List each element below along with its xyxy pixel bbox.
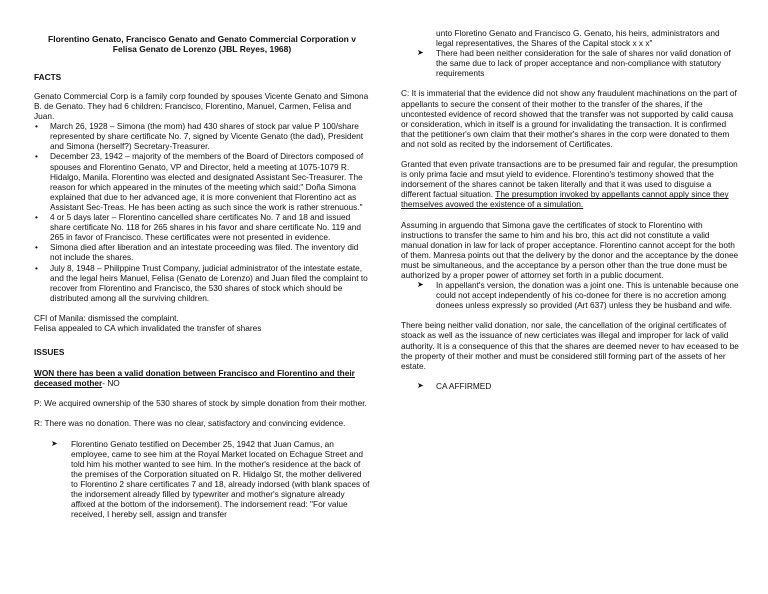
facts-bullet-text: 4 or 5 days later – Florentino cancelled share certificates No. 7 and 18 and issued share certificate No. 118 for 265 shares in his favor and share certificate No. 119 and 265 in favor of Francisco. These certificates were not presented in evidence. bbox=[50, 212, 361, 243]
issue-answer: - NO bbox=[102, 378, 120, 389]
ca-affirmed: CA AFFIRMED bbox=[436, 380, 492, 391]
joint-donation-item bbox=[401, 280, 739, 310]
appeal-line: Felisa appealed to CA which invalidated the transfer of shares bbox=[34, 322, 262, 333]
case-title bbox=[34, 34, 370, 55]
no-consideration-text: There had been neither consideration for the sale of shares nor valid donation of the same due to lack of proper acceptance and non-compliance with statutory requirements bbox=[436, 48, 731, 79]
bullet-marker: • bbox=[35, 121, 38, 132]
arrow-bullet-icon: ➤ bbox=[417, 280, 424, 290]
facts-bullet-text: December 23, 1942 – majority of the members of the Board of Directors composed of spouses and Florentino Genato, VP and Director, held a meeting at 1075-1079 R. Hidalgo, Manila. Florentino was elected and designated Assistant Sec-Treasurer. The reason for which appeared in the minutes of the meeting which said:" Doña Simona explained that due to her advanced age, it is more convenient that Florentino act as Assistant Sec-Treas. He has been acting as such since the work is rather strenuous." bbox=[50, 151, 364, 212]
bullet-marker: • bbox=[35, 262, 38, 273]
case-title-line2: Felisa Genato de Lorenzo (JBL Reyes, 1968) bbox=[112, 44, 292, 55]
case-title-line1: Florentino Genato, Francisco Genato and Genato Commercial Corporation v bbox=[48, 34, 356, 44]
issue-question: WON there has been a valid donation between Francisco and Florentino and their deceased mother bbox=[34, 368, 355, 389]
presumption-underlined: The presumption invoked by appellants cannot apply since they themselves avowed the existence of a simulation. bbox=[401, 189, 729, 210]
ruling-text: R: There was no donation. There was no clear, satisfactory and convincing evidence. bbox=[34, 418, 346, 429]
presumption-text: Granted that even private transactions are to be presumed fair and regular, the presumption is only prima facie and msut yield to evidence. Florentino's testimony showed that the indorsement of the shares cannot be taken literally and that it was used to disguise a different factual situation. bbox=[401, 159, 738, 200]
bullet-marker: • bbox=[35, 151, 38, 162]
bullet-marker: • bbox=[35, 212, 38, 223]
facts-heading: FACTS bbox=[34, 71, 62, 82]
joint-donation-text: In appellant's version, the donation was a joint one. This is untenable because one could not accept independently of his co-donee for there is no accretion among donees unless expressly so provided (Art 637) unless they be husband and wife. bbox=[436, 280, 739, 311]
facts-bullet-text: March 26, 1928 – Simona (the mom) had 430 shares of stock par value P 100/share represented by share certificate No. 7, signed by Vicente Genato (the dad), President and Simona (herself?) Secretary-Treasurer. bbox=[50, 121, 364, 152]
issue-statement bbox=[34, 368, 370, 388]
facts-bullet-text: Simona died after liberation and an intestate proceeding was filed. The inventory did not include the shares. bbox=[50, 242, 359, 263]
facts-bullet-item bbox=[34, 263, 370, 303]
final-paragraph: There being neither valid donation, nor sale, the cancellation of the original certificates of stoack as well as the issuance of new certiciates was illegal and improper for lack of valid authority. It is a consequence of this that the shares are deemed never to hav eceased to be the property of their mother and must be considered still forming part of the assets of her estate. bbox=[401, 320, 739, 371]
version-arrow-list bbox=[401, 280, 739, 310]
indorsement-continuation: unto Floretino Genato and Francisco G. Genato, his heirs, administrators and legal representatives, the Shares of the Capital stock x x x" bbox=[436, 28, 720, 49]
facts-bullet-item bbox=[34, 212, 370, 242]
no-consideration-item bbox=[401, 48, 739, 78]
presumption-paragraph bbox=[401, 159, 739, 209]
facts-bullet-item bbox=[34, 151, 370, 212]
arrow-bullet-icon: ➤ bbox=[417, 380, 424, 390]
facts-bullet-item bbox=[34, 121, 370, 151]
ruling-arrow-list bbox=[34, 439, 370, 520]
right-arrow-list bbox=[401, 48, 739, 78]
facts-bullet-text: July 8, 1948 – Philippine Trust Company, judicial administrator of the intestate estate, and the legal heirs Manuel, Felisa (Genato de Lorenzo) and Juan filed the complaint to recover from Florentino and Francisco, the 530 shares of stock which should be distributed among all the surviving children. bbox=[50, 262, 368, 303]
disposition-list bbox=[401, 381, 739, 391]
arrow-bullet-icon: ➤ bbox=[51, 438, 58, 448]
donation-acceptance-paragraph: Assuming in arguendo that Simona gave the certificates of stock to Florentino with instructions to transfer the same to him and his bro, this act did not constitute a valid manual donation in law for lack of proper acceptance. Florentino cannot accept for the both of them. Manresa points out that the delivery by the donor and the acceptance by the donee must be simultaneous, and the acceptance by a person other than the true done must be authorized by a proper power of attorney set forth in a public document. bbox=[401, 219, 739, 280]
ruling-arrow-text: Florentino Genato testified on December 25, 1942 that Juan Camus, an employee, came to see him at the Royal Market located on Echague Street and told him his mother wanted to see him. In the mother's residence at the back of the premises of the Corporation situated on R. Hidalgo St, the mother delivered to Florentino 2 share certificates 7 and 18, already indorsed (with blank spaces of the indorsement already filled by typewriter and mother's signature already affixed at the bottom of the indorsement). The indorsement read: "For value received, I hereby sell, assign and transfer bbox=[71, 438, 370, 520]
facts-bullet-item bbox=[34, 242, 370, 262]
bullet-marker: • bbox=[35, 242, 38, 253]
right-column bbox=[401, 0, 739, 391]
ruling-arrow-item bbox=[34, 439, 370, 520]
conclusion-paragraph: C: It is immaterial that the evidence did not show any fraudulent machinations on the part of appellants to secure the consent of their mother to the transfer of the shares, if the uncontested evidence of record showed that the transfer was not supported by calid causa or consideration, which in itself is a ground for invalidating the transaction. It is confirmed that the petitioner's own claim that their mother's shares in the corp were donated to them and not sold as recited by the indorsement of Certificates. bbox=[401, 88, 737, 149]
disposition-item bbox=[401, 381, 739, 391]
facts-intro: Genato Commercial Corp is a family corp founded by spouses Vicente Genato and Simona B. de Genato. They had 6 children: Francisco, Florentino, Manuel, Carmen, Felisa and Juan. bbox=[34, 90, 369, 122]
cfi-line: CFI of Manila: dismissed the complaint. bbox=[34, 312, 179, 323]
arrow-bullet-icon: ➤ bbox=[417, 48, 424, 58]
facts-bullet-list bbox=[34, 121, 370, 303]
issues-heading: ISSUES bbox=[34, 347, 65, 358]
left-column bbox=[34, 0, 370, 519]
petitioner-argument: P: We acquired ownership of the 530 shares of stock by simple donation from their mother. bbox=[34, 398, 367, 409]
